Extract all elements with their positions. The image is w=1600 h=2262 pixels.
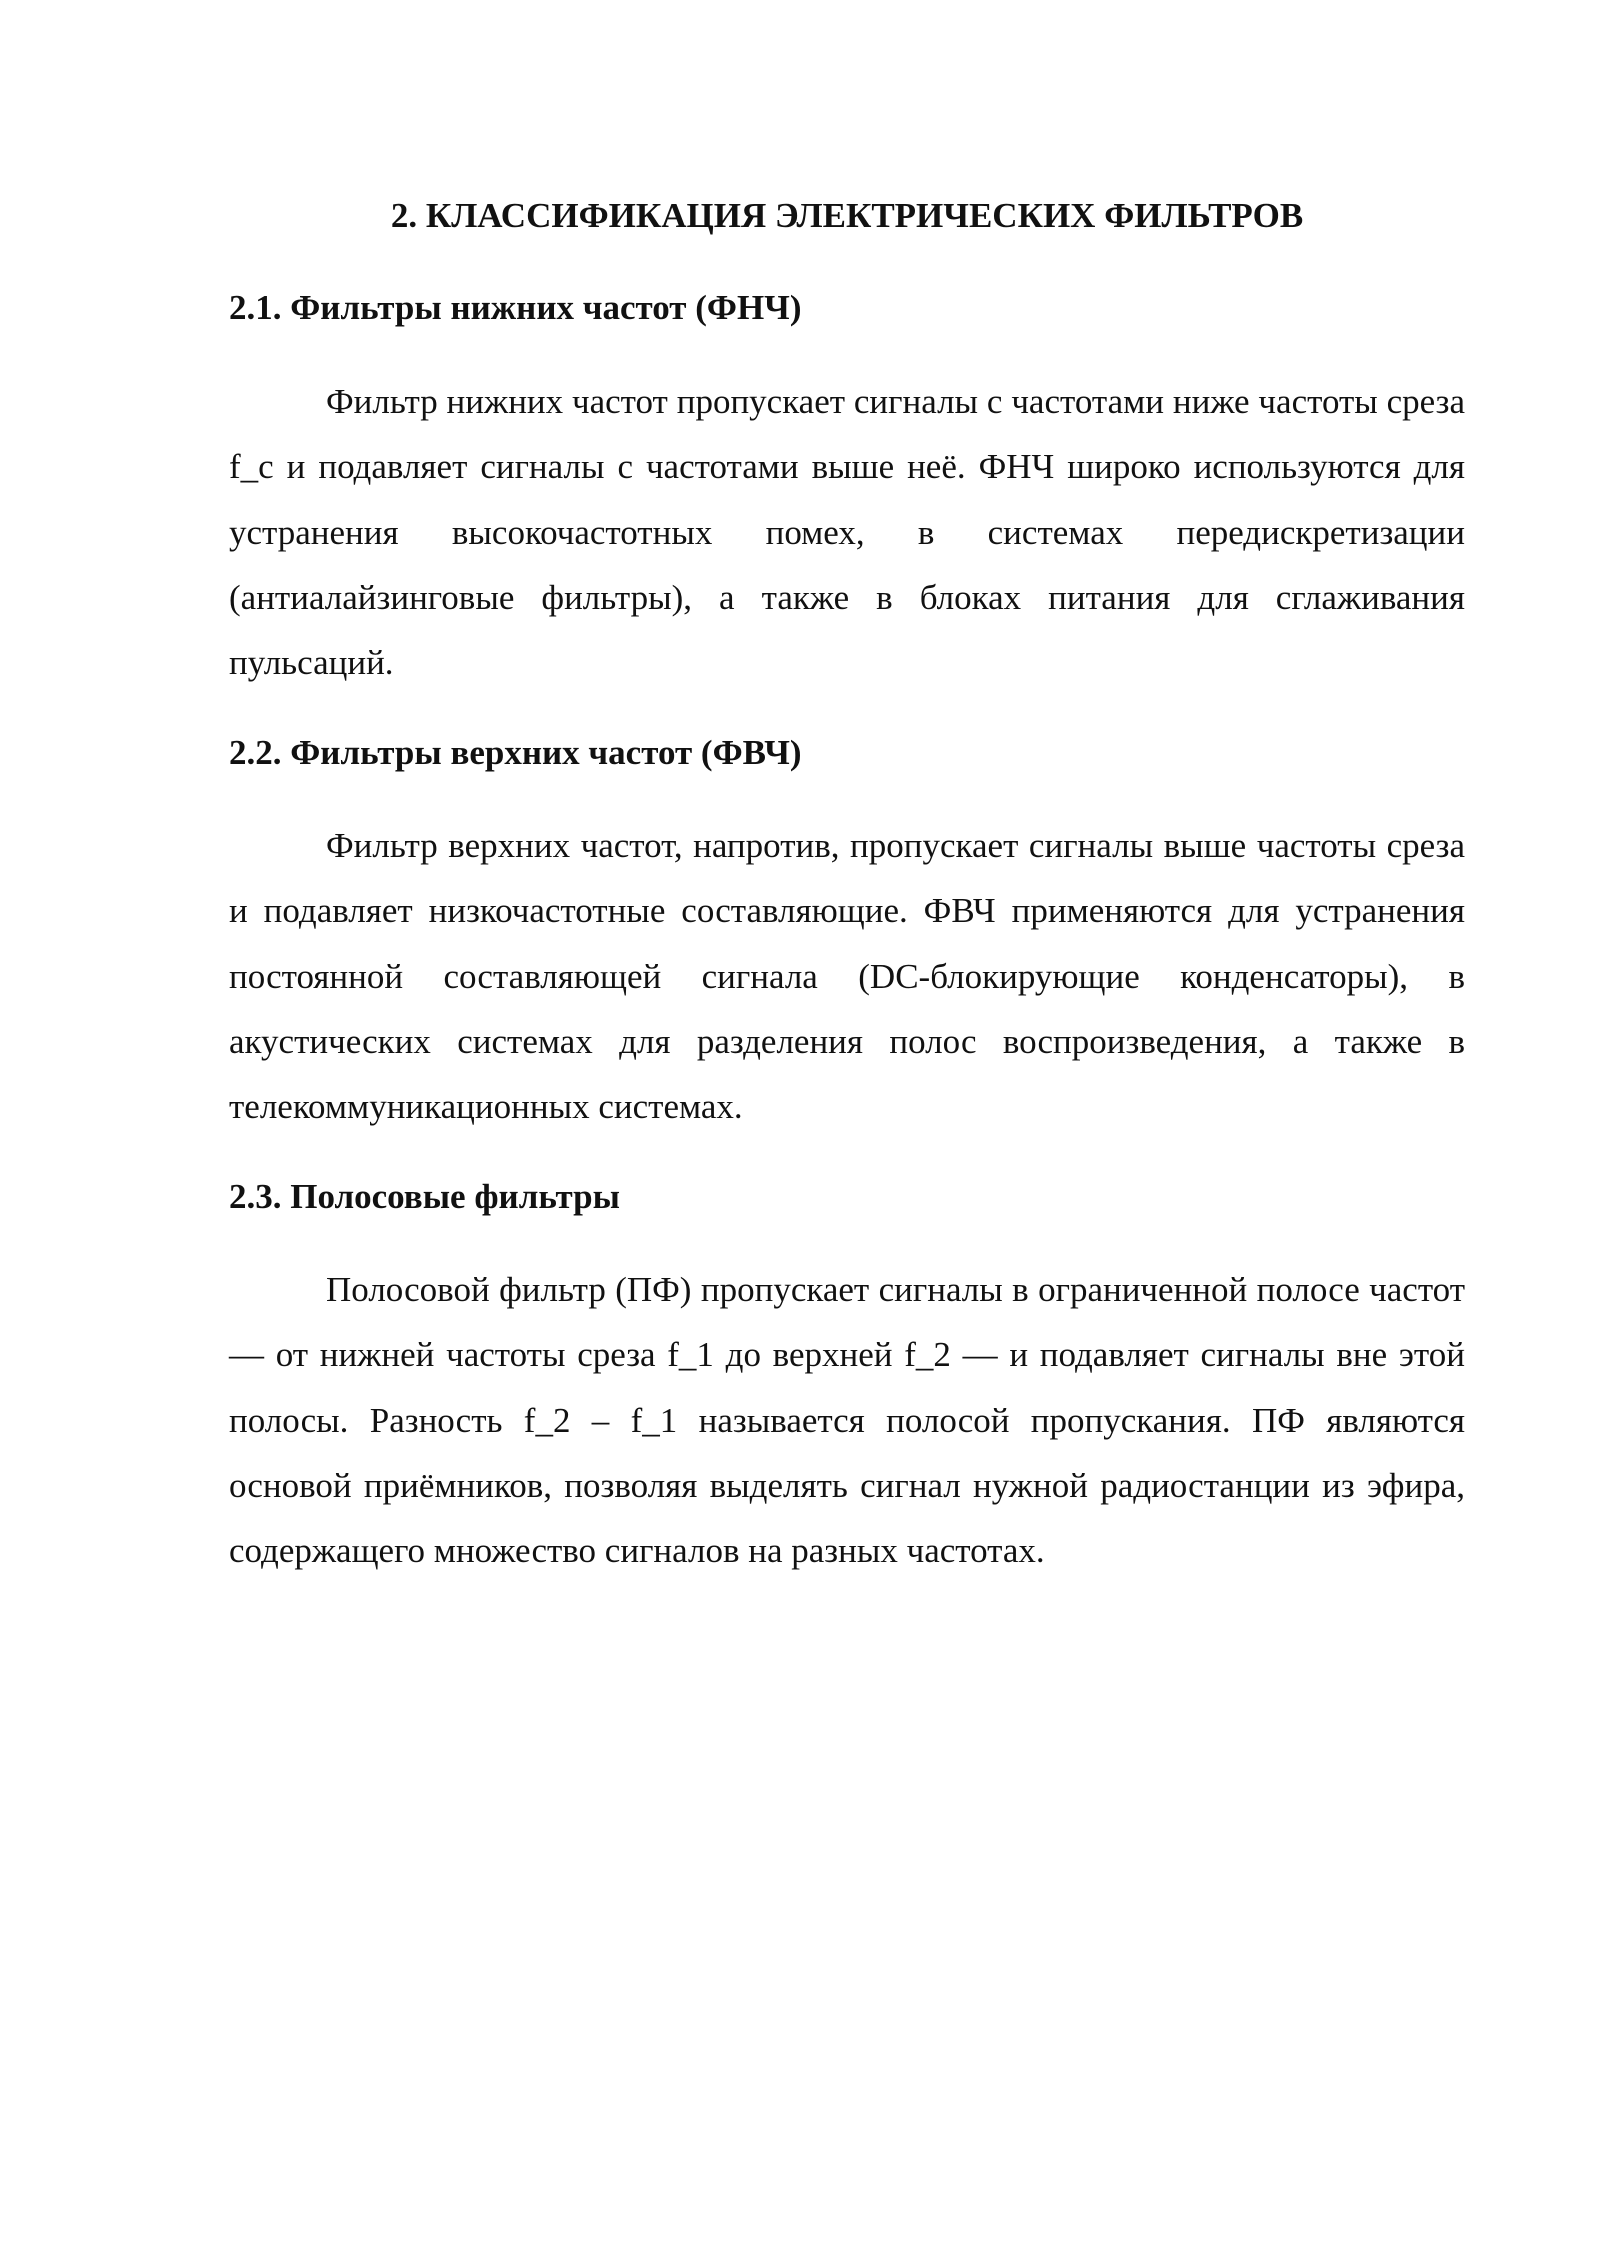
section-paragraph-lowpass: Фильтр нижних частот пропускает сигналы с частотами ниже частоты среза f_c и подавляет сигналы с частотами выше неё. ФНЧ широко используются для устранения высокочастотных помех, в системах передискретизации (антиалайзинговые фильтры), а также в блоках питания для сглаживания пульсаций. bbox=[229, 382, 1465, 683]
section-heading-highpass: 2.2. Фильтры верхних частот (ФВЧ) bbox=[229, 733, 802, 772]
document-title: 2. КЛАССИФИКАЦИЯ ЭЛЕКТРИЧЕСКИХ ФИЛЬТРОВ bbox=[390, 196, 1304, 235]
section-paragraph-highpass: Фильтр верхних частот, напротив, пропускает сигналы выше частоты среза и подавляет низкочастотные составляющие. ФВЧ применяются для устранения постоянной составляющей сигнала (DC-блокирующие конденсаторы), в акустических системах для разделения полос воспроизведения, а также в телекоммуникационных системах. bbox=[229, 826, 1465, 1127]
section-paragraph-bandpass: Полосовой фильтр (ПФ) пропускает сигналы в ограниченной полосе частот — от нижней частоты среза f_1 до верхней f_2 — и подавляет сигналы вне этой полосы. Разность f_2 – f_1 называется полосой пропускания. ПФ являются основой приёмников, позволяя выделять сигнал нужной радиостанции из эфира, содержащего множество сигналов на разных частотах. bbox=[229, 1270, 1465, 1571]
section-heading-bandpass: 2.3. Полосовые фильтры bbox=[229, 1177, 620, 1216]
section-heading-lowpass: 2.1. Фильтры нижних частот (ФНЧ) bbox=[229, 288, 802, 327]
